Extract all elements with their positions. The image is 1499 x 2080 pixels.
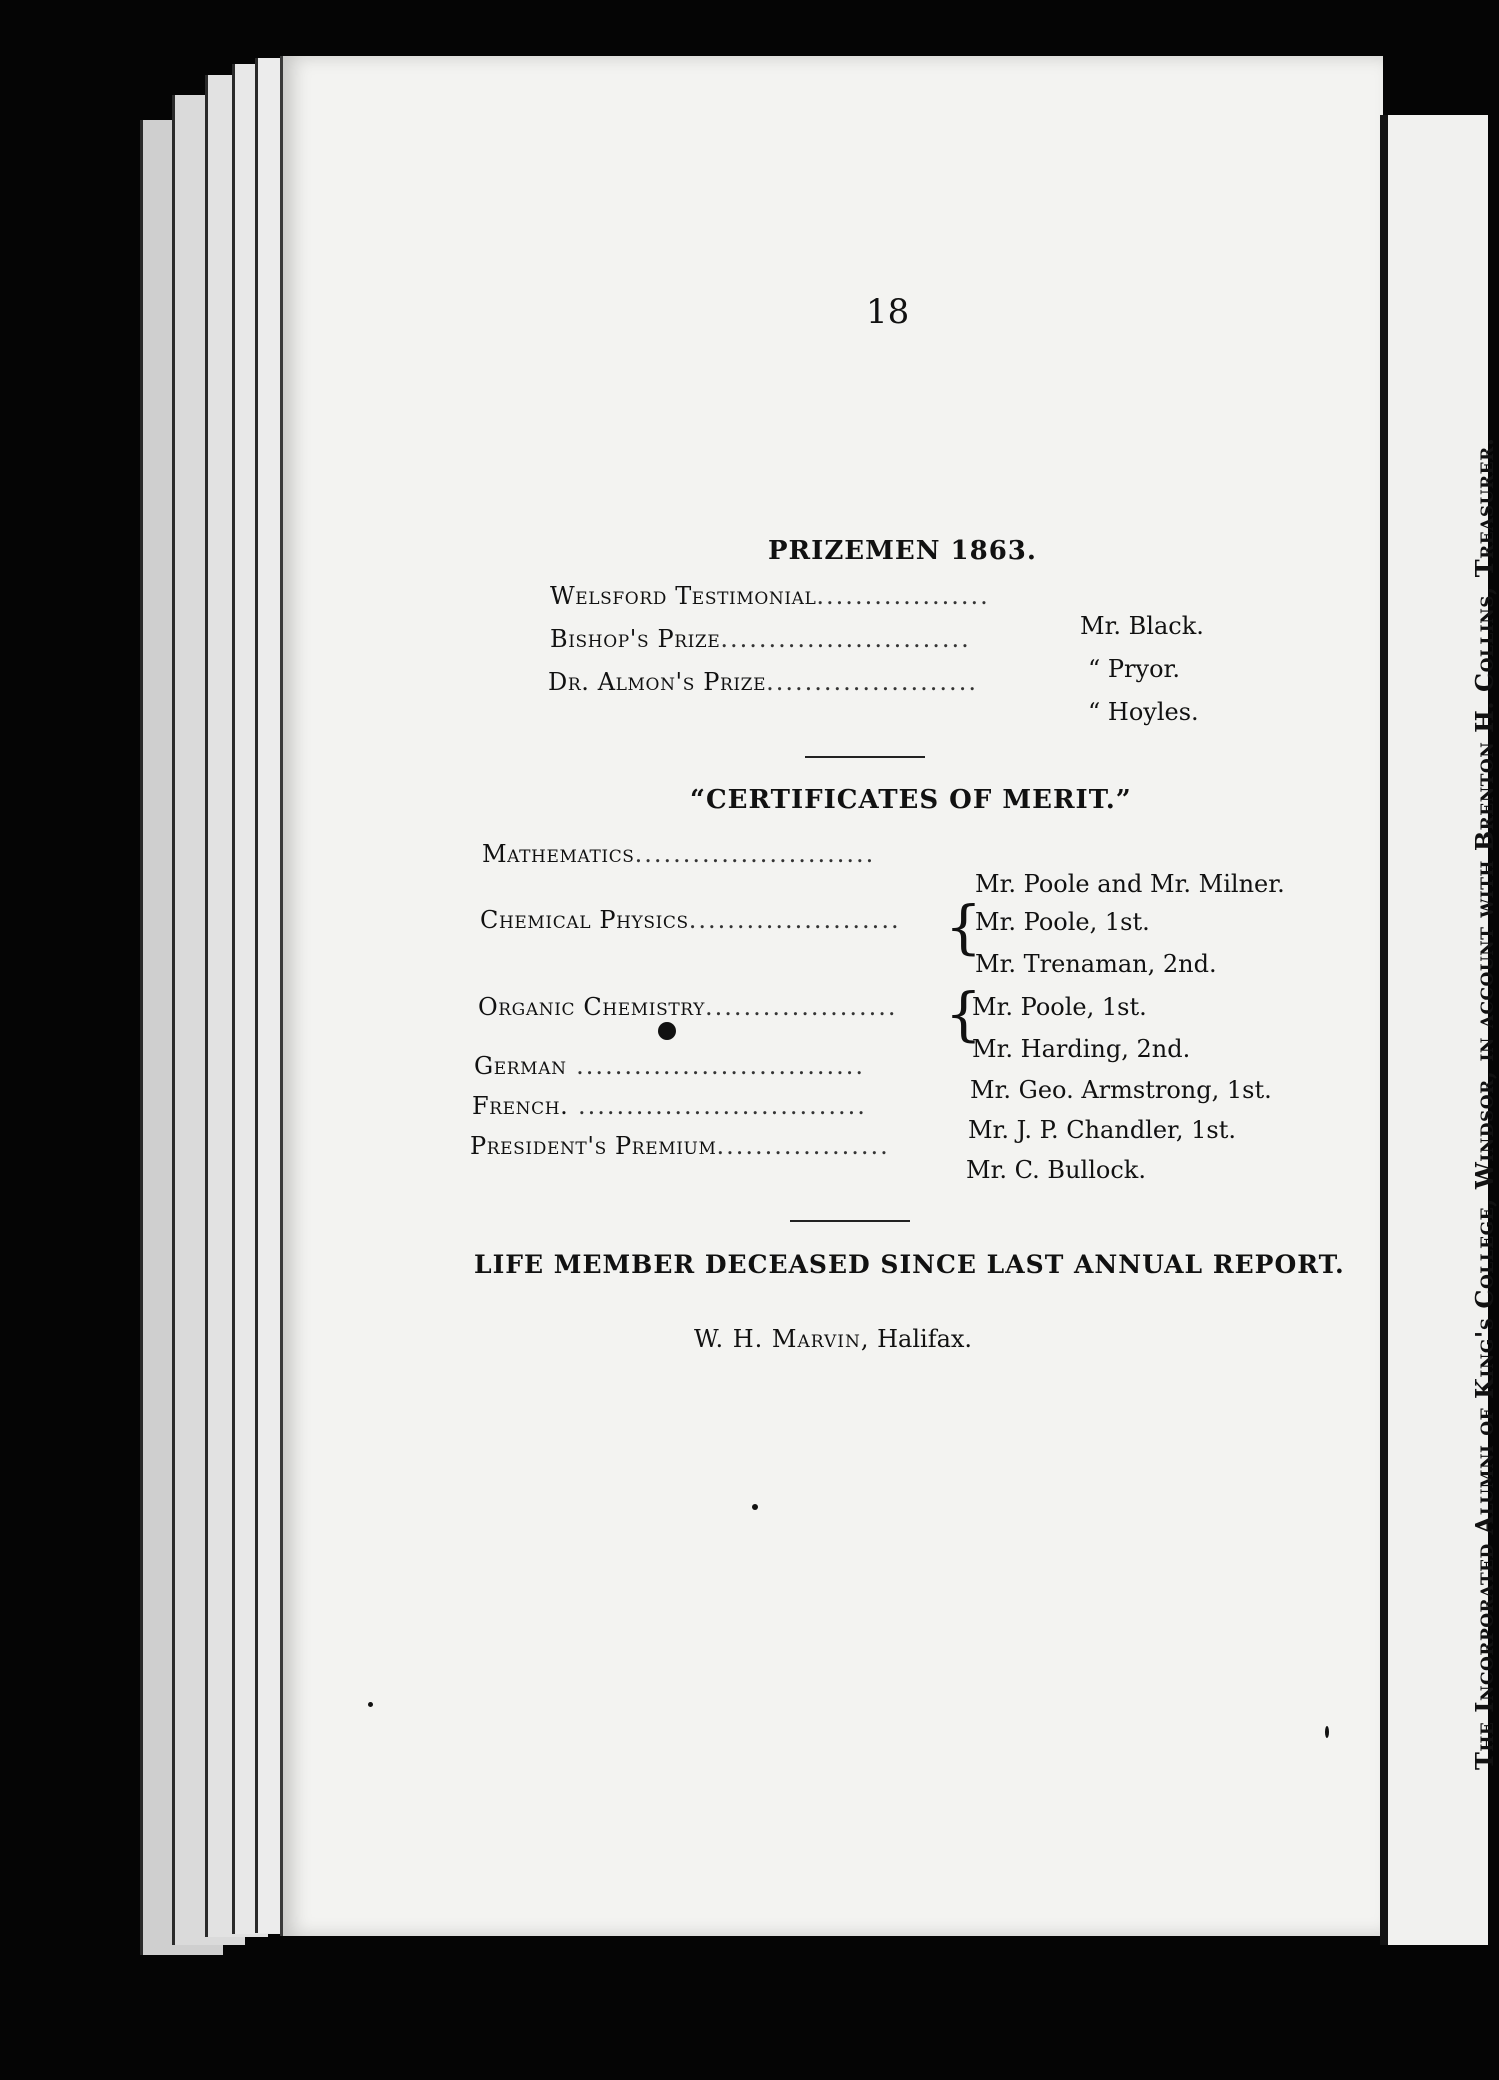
certificate-row [478, 993, 898, 1021]
prize-value: “ Hoyles. [1088, 698, 1199, 726]
certificate-subject: Mathematics [482, 840, 635, 868]
prize-label: Dr. Almon's Prize [548, 668, 767, 696]
certificate-recipient: Mr. J. P. Chandler, 1st. [968, 1116, 1237, 1144]
certificate-subject: President's Premium [470, 1132, 717, 1160]
leader-dots: .............................. [566, 1052, 866, 1080]
certificate-row [472, 1092, 867, 1120]
leader-dots: .................. [716, 1132, 890, 1160]
certificate-subject: French. [472, 1092, 569, 1120]
certificates-title: “CERTIFICATES OF MERIT.” [690, 785, 1132, 815]
deceased-entry [694, 1325, 972, 1353]
brace: { [945, 980, 982, 1048]
deceased-name: W. H. Marvin, [694, 1325, 870, 1353]
page-number: 18 [866, 292, 910, 332]
prize-row [548, 668, 978, 696]
certificate-row [470, 1132, 890, 1160]
certificate-recipient: Mr. Poole and Mr. Milner. [975, 870, 1285, 898]
certificate-recipient: Mr. Poole, 1st. [972, 993, 1147, 1021]
section-divider [790, 1220, 910, 1222]
certificate-recipient: Mr. C. Bullock. [966, 1156, 1146, 1184]
prize-value: “ Pryor. [1088, 655, 1180, 683]
certificate-recipient: Mr. Trenaman, 2nd. [975, 950, 1217, 978]
prize-label: Welsford Testimonial [550, 582, 817, 610]
certificate-recipient: Mr. Geo. Armstrong, 1st. [970, 1076, 1272, 1104]
deceased-title: LIFE MEMBER DECEASED SINCE LAST ANNUAL REPORT. [474, 1250, 1345, 1279]
section-divider [805, 756, 925, 758]
speck [368, 1702, 373, 1707]
prize-row [550, 625, 971, 653]
leader-dots: .............................. [568, 1092, 867, 1120]
prize-row [550, 582, 990, 610]
leader-dots: .................... [704, 993, 898, 1021]
speck [752, 1504, 758, 1510]
leader-dots: ......................... [634, 840, 876, 868]
certificate-subject: German [474, 1052, 567, 1080]
leader-dots: ...................... [688, 906, 901, 934]
certificate-row [480, 906, 901, 934]
leader-dots: .................. [816, 582, 990, 610]
certificate-subject: Organic Chemistry [478, 993, 705, 1021]
certificate-recipient: Mr. Harding, 2nd. [972, 1035, 1191, 1063]
ink-blot [658, 1022, 676, 1040]
certificate-subject: Chemical Physics [480, 906, 689, 934]
speck [1325, 1726, 1329, 1738]
deceased-place: Halifax. [877, 1325, 973, 1353]
certificate-row [474, 1052, 865, 1080]
certificate-row [482, 840, 875, 868]
brace: { [945, 893, 982, 961]
leader-dots: ...................... [766, 668, 978, 696]
prize-value: Mr. Black. [1080, 612, 1204, 640]
leader-dots: .......................... [720, 625, 971, 653]
prizemen-title: PRIZEMEN 1863. [768, 536, 1037, 566]
certificate-recipient: Mr. Poole, 1st. [975, 908, 1150, 936]
side-caption: The Incorporated Alumni of King's College, Windsor, in account with Brenton H. Collins, Treasurer. [1470, 437, 1499, 1770]
prize-label: Bishop's Prize [550, 625, 721, 653]
